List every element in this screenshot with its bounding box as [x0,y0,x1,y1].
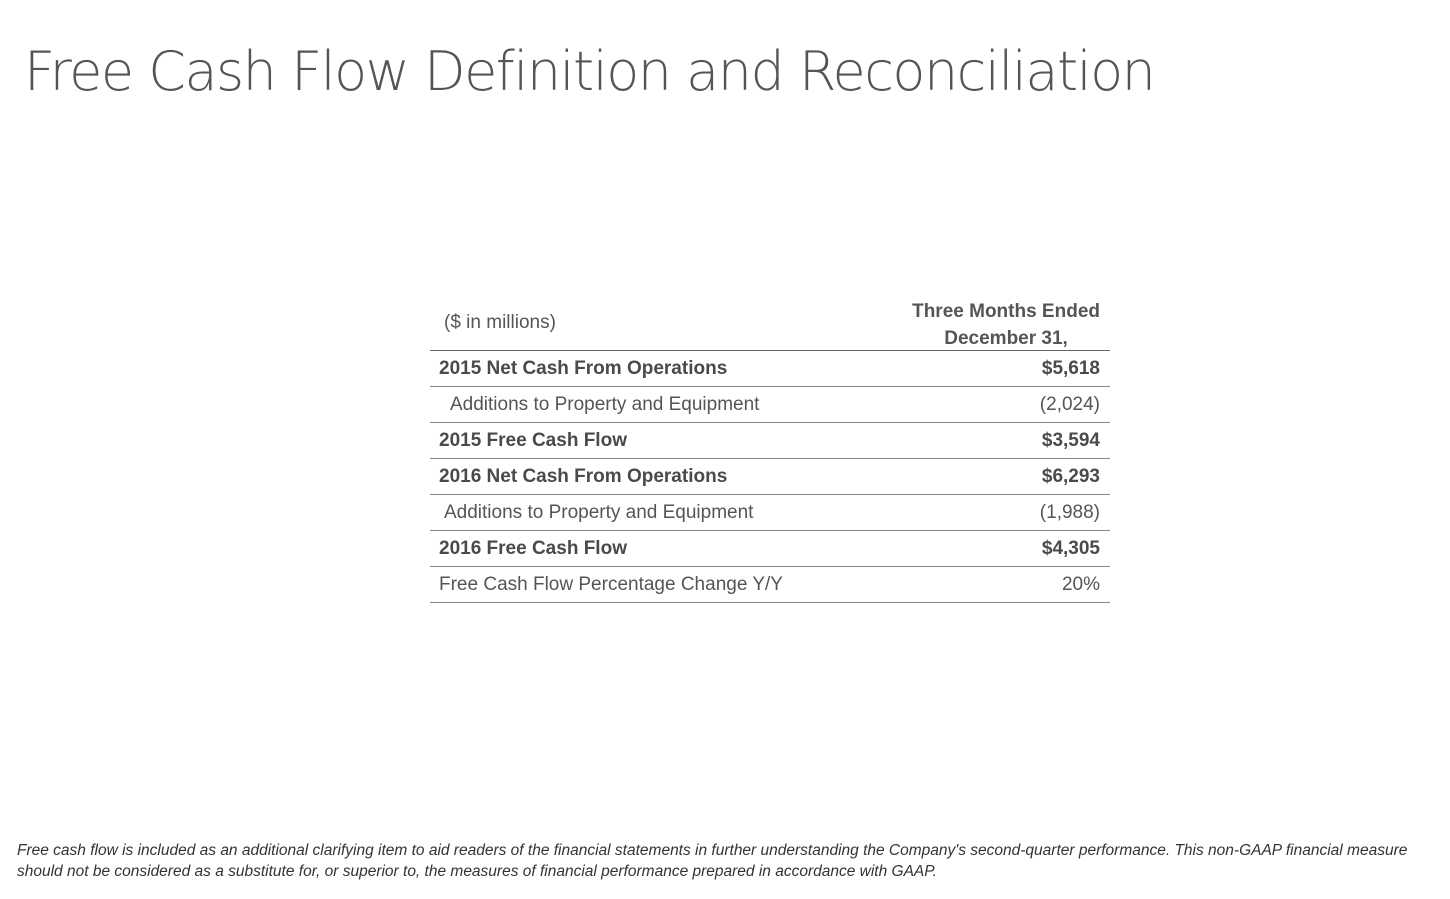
period-line-2: December 31, [944,328,1068,349]
row-value: $5,618 [1041,358,1100,379]
row-value: $4,305 [1041,538,1100,559]
row-label: 2015 Free Cash Flow [439,430,627,451]
table-row [430,531,1110,567]
period-header [912,298,1100,352]
units-label: ($ in millions) [444,312,556,333]
table-row [430,459,1110,495]
table-row [430,387,1110,423]
table-header [430,294,1110,351]
row-label: 2016 Net Cash From Operations [439,466,728,487]
page-title: Free Cash Flow Definition and Reconciliation [24,40,1155,103]
footnote: Free cash flow is included as an additional clarifying item to aid readers of the financial statements in further understanding the Company's second-quarter performance. This non-GAAP financial measure should not be considered as a substitute for, or superior to, the measures of financial performance prepared in accordance with GAAP. [17,842,1408,880]
row-label: Free Cash Flow Percentage Change Y/Y [439,574,783,595]
table-row [430,351,1110,387]
reconciliation-table [430,294,1110,603]
row-value: (1,988) [1039,502,1100,523]
row-label: 2016 Free Cash Flow [439,538,627,559]
table-row [430,567,1110,603]
row-label: Additions to Property and Equipment [444,502,754,523]
row-value: (2,024) [1039,394,1100,415]
table-row [430,495,1110,531]
row-label: Additions to Property and Equipment [450,394,760,415]
row-value: $3,594 [1041,430,1100,451]
row-value: $6,293 [1041,466,1100,487]
row-label: 2015 Net Cash From Operations [439,358,728,379]
period-line-1: Three Months Ended [912,301,1100,322]
row-value: 20% [1061,574,1100,595]
table-row [430,423,1110,459]
